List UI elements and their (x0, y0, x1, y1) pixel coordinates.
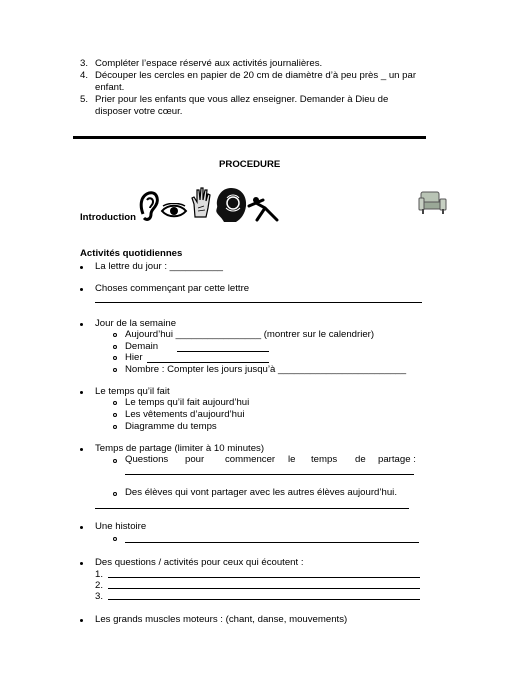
prep-item-5-text-cont: disposer votre cœur. (95, 106, 183, 117)
bullet (80, 562, 83, 565)
weekday-count: Nombre : Compter les jours jusqu’à ________________________ (125, 364, 407, 375)
sub-bullet (113, 356, 117, 360)
prep-item-4-text: Découper les cercles en papier de 20 cm de diamètre d’à peu près _ un par (95, 70, 417, 81)
answer-line (95, 302, 422, 303)
bullet (80, 619, 83, 622)
questions-item: Des questions / activités pour ceux qui écoutent : (95, 557, 304, 568)
sharing-time-item: Temps de partage (limiter à 10 minutes) (95, 443, 265, 454)
prep-item-3-text: Compléter l’espace réservé aux activités journalières. (95, 58, 323, 69)
weekday-today: Aujourd’hui ________________ (montrer sur le calendrier) (125, 329, 375, 340)
stretching-figure-icon (247, 196, 281, 222)
bullet (80, 323, 83, 326)
section-divider (73, 136, 426, 139)
answer-line (108, 588, 420, 589)
weekday-yesterday: Hier (125, 352, 143, 363)
story-item: Une histoire (95, 521, 147, 532)
prep-item-4-text-cont: enfant. (95, 82, 125, 93)
question-number: 3. (95, 591, 104, 602)
answer-line (95, 508, 409, 509)
bullet (80, 391, 83, 394)
weather-today: Le temps qu’il fait aujourd’hui (125, 397, 250, 408)
ear-icon (138, 190, 160, 222)
sharing-q-word: le (288, 454, 296, 465)
answer-line (177, 351, 269, 352)
question-number: 1. (95, 569, 104, 580)
answer-line (125, 542, 419, 543)
sub-bullet (113, 345, 117, 349)
gross-motor-item: Les grands muscles moteurs : (chant, danse, mouvements) (95, 614, 348, 625)
bullet (80, 448, 83, 451)
eye-icon (160, 203, 188, 219)
hand-icon (190, 186, 212, 218)
sub-bullet (113, 459, 117, 463)
sharing-q-word: Questions (125, 454, 169, 465)
question-number: 2. (95, 580, 104, 591)
sharing-students: Des élèves qui vont partager avec les autres élèves aujourd’hui. (125, 487, 397, 498)
sub-bullet (113, 413, 117, 417)
weather-chart: Diagramme du temps (125, 421, 217, 432)
sharing-q-word: temps (311, 454, 338, 465)
sharing-q-word: commencer (225, 454, 276, 465)
sub-bullet (113, 425, 117, 429)
section-title: Activités quotidiennes (80, 248, 183, 259)
weekday-tomorrow: Demain (125, 341, 159, 352)
sub-bullet (113, 537, 117, 541)
sub-bullet (113, 401, 117, 405)
weather-clothes: Les vêtements d’aujourd’hui (125, 409, 245, 420)
weather-item: Le temps qu’il fait (95, 386, 170, 397)
bullet (80, 288, 83, 291)
introduction-label: Introduction (80, 212, 136, 223)
sub-bullet (113, 368, 117, 372)
prep-item-5-text: Prier pour les enfants que vous allez enseigner. Demander à Dieu de (95, 94, 389, 105)
things-starting-item: Choses commençant par cette lettre (95, 283, 250, 294)
head-silhouette-icon (214, 186, 248, 224)
answer-line (108, 577, 420, 578)
answer-line (147, 362, 269, 363)
armchair-icon (418, 190, 448, 216)
sharing-q-word: de (355, 454, 366, 465)
answer-line (108, 599, 420, 600)
sharing-q-word: pour (185, 454, 205, 465)
sub-bullet (113, 492, 117, 496)
prep-item-5-number: 5. (80, 94, 89, 105)
procedure-heading: PROCEDURE (219, 159, 281, 170)
letter-of-day-item: La lettre du jour : __________ (95, 261, 224, 272)
sharing-q-word: partage : (378, 454, 416, 465)
prep-item-4-number: 4. (80, 70, 89, 81)
prep-item-3-number: 3. (80, 58, 89, 69)
weekday-item: Jour de la semaine (95, 318, 177, 329)
bullet (80, 526, 83, 529)
bullet (80, 266, 83, 269)
sub-bullet (113, 333, 117, 337)
answer-line (125, 474, 414, 475)
